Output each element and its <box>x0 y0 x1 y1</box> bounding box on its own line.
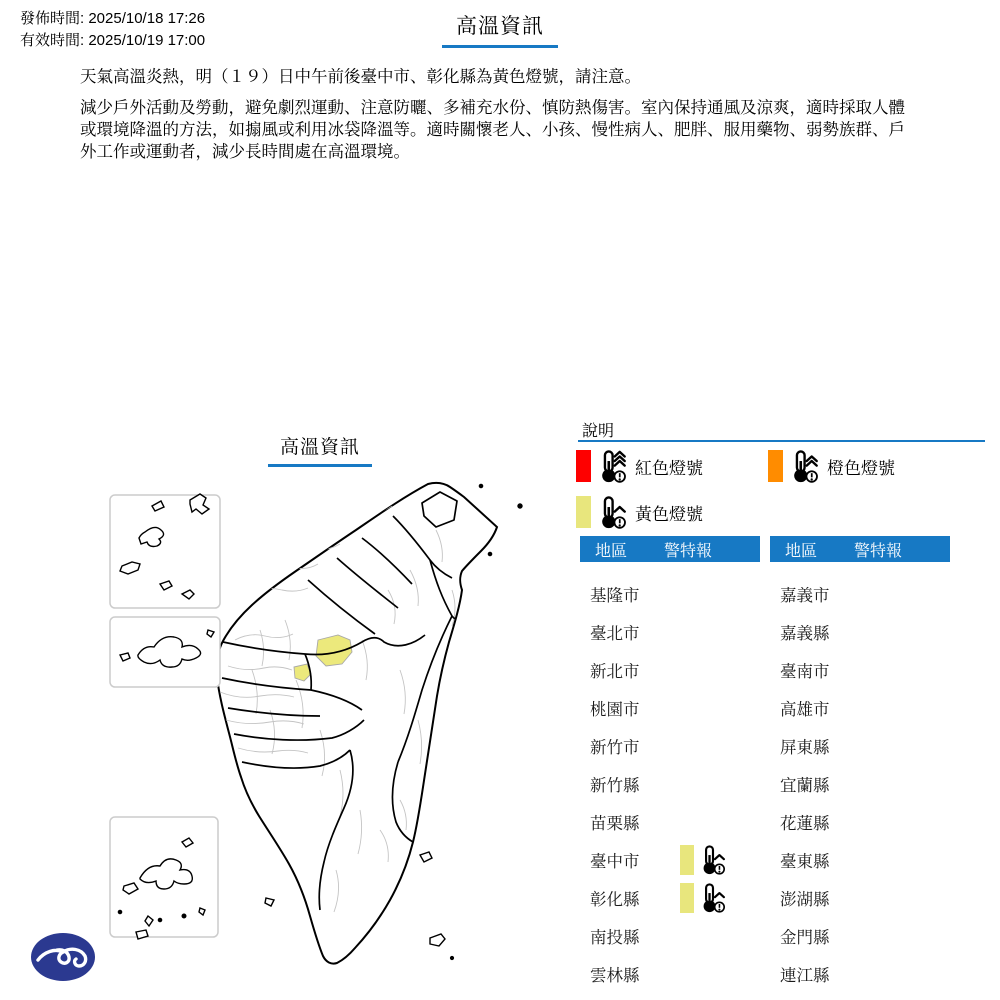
table-header <box>770 536 950 562</box>
table-header <box>580 536 760 562</box>
table-row <box>770 689 950 727</box>
legend <box>576 448 985 530</box>
region-table-right <box>770 536 950 993</box>
warning-color-square <box>680 845 694 875</box>
cwb-logo <box>30 932 96 982</box>
table-row <box>770 765 950 803</box>
legend-item <box>576 494 768 530</box>
table-rows-right <box>770 575 950 993</box>
legend-color-square <box>768 450 783 482</box>
thermometer-icon <box>788 449 819 484</box>
table-row <box>580 765 760 803</box>
table-row <box>580 613 760 651</box>
table-row <box>770 955 950 993</box>
legend-label: 橙色燈號 <box>827 458 895 478</box>
table-row <box>770 879 950 917</box>
warning-color-square <box>680 883 694 913</box>
legend-label: 黃色燈號 <box>635 504 703 524</box>
legend-color-square <box>576 450 591 482</box>
region-name: 花蓮縣 <box>780 815 830 833</box>
warning-cell <box>680 841 726 879</box>
xiaoliuqiu-island <box>265 898 274 906</box>
island-dot <box>518 504 522 508</box>
penghu-inset <box>110 817 218 939</box>
table-row <box>770 613 950 651</box>
region-name: 連江縣 <box>780 967 830 985</box>
valid-time: 有效時間: 2025/10/19 17:00 <box>20 32 206 49</box>
table-row <box>770 841 950 879</box>
legend-item <box>576 448 768 484</box>
thermometer-icon <box>788 449 819 484</box>
table-row <box>580 841 760 879</box>
table-row <box>580 803 760 841</box>
table-row <box>770 651 950 689</box>
table-row <box>580 689 760 727</box>
legend-item <box>768 448 985 484</box>
table-row <box>770 575 950 613</box>
matsu-inset <box>110 494 220 608</box>
bulletin-text <box>80 66 912 172</box>
table-rows-left <box>580 575 760 993</box>
region-name: 宜蘭縣 <box>780 777 830 795</box>
region-name: 高雄市 <box>780 701 830 719</box>
thermometer-icon <box>596 495 627 530</box>
region-name: 臺北市 <box>590 625 640 643</box>
warning-cell <box>680 879 726 917</box>
legend-label: 紅色燈號 <box>635 458 703 478</box>
column-header-warning: 警特報 <box>664 542 713 560</box>
taiwan-map <box>100 470 570 998</box>
map-title: 高溫資訊 <box>268 432 372 467</box>
region-name: 澎湖縣 <box>780 891 830 909</box>
published-time: 發佈時間: 2025/10/18 17:26 <box>20 10 206 27</box>
region-name: 臺南市 <box>780 663 830 681</box>
region-name: 苗栗縣 <box>590 815 640 833</box>
thermometer-icon <box>596 495 627 530</box>
table-row <box>770 917 950 955</box>
region-name: 屏東縣 <box>780 739 830 757</box>
table-row <box>580 651 760 689</box>
table-row <box>580 917 760 955</box>
legend-color-square <box>576 496 591 528</box>
green-island <box>420 852 432 862</box>
table-row <box>770 803 950 841</box>
bulletin-line1: 天氣高溫炎熱，明（１９）日中午前後臺中市、彰化縣為黃色燈號，請注意。 <box>80 68 641 86</box>
kinmen-inset <box>110 617 220 687</box>
legend-title: 說明 <box>582 423 615 440</box>
region-name: 臺東縣 <box>780 853 830 871</box>
page-title: 高溫資訊 <box>442 10 558 48</box>
region-name: 金門縣 <box>780 929 830 947</box>
region-name: 新竹縣 <box>590 777 640 795</box>
region-name: 嘉義縣 <box>780 625 830 643</box>
region-name: 彰化縣 <box>590 891 640 909</box>
table-row <box>770 727 950 765</box>
region-name: 新竹市 <box>590 739 640 757</box>
region-table-left <box>580 536 760 993</box>
region-name: 臺中市 <box>590 853 640 871</box>
region-name: 南投縣 <box>590 929 640 947</box>
thermometer-icon <box>698 882 726 914</box>
thermometer-icon <box>698 844 726 876</box>
table-row <box>580 575 760 613</box>
timestamps <box>20 8 205 52</box>
region-name: 桃園市 <box>590 701 640 719</box>
bulletin-advice: 減少戶外活動及勞動，避免劇烈運動、注意防曬、多補充水份、慎防熱傷害。室內保持通風及涼爽，適時採取人體或環境降溫的方法，如搧風或利用冰袋降溫等。適時關懷老人、小孩、慢性病人、肥胖、服用藥物、弱勢族群、戶外工作或運動者，減少長時間處在高溫環境。 <box>80 99 905 161</box>
table-row <box>580 955 760 993</box>
cwb-logo-icon <box>30 932 96 982</box>
region-name: 雲林縣 <box>590 967 640 985</box>
table-row <box>580 727 760 765</box>
column-header-region: 地區 <box>785 542 818 560</box>
table-row <box>580 879 760 917</box>
region-name: 基隆市 <box>590 587 640 605</box>
column-header-region: 地區 <box>595 542 628 560</box>
region-name: 嘉義市 <box>780 587 830 605</box>
column-header-warning: 警特報 <box>854 542 903 560</box>
island-dot <box>451 957 454 960</box>
orchid-island <box>430 934 445 946</box>
thermometer-icon <box>596 449 627 484</box>
region-name: 新北市 <box>590 663 640 681</box>
island-dot <box>479 484 482 487</box>
taiwan-map-svg <box>100 470 570 998</box>
island-dot <box>488 552 491 555</box>
legend-rule <box>578 440 985 442</box>
thermometer-icon <box>596 449 627 484</box>
